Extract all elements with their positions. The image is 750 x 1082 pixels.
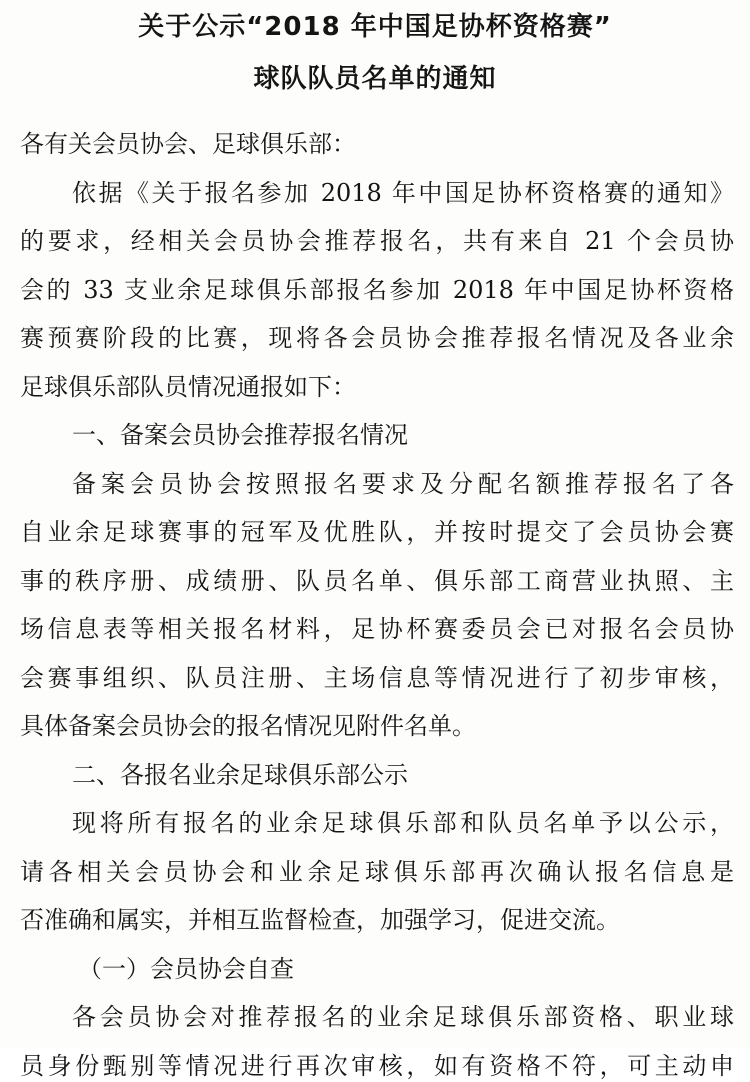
salutation: 各有关会员协会、足球俱乐部： xyxy=(20,130,356,158)
section-heading: 一、备案会员协会推荐报名情况 xyxy=(72,421,408,449)
paragraph-line: 会赛事组织、队员注册、主场信息等情况进行了初步审核， xyxy=(20,664,734,692)
paragraph-line: 各会员协会对推荐报名的业余足球俱乐部资格、职业球 xyxy=(72,1003,734,1031)
paragraph-line: 事的秩序册、成绩册、队员名单、俱乐部工商营业执照、主 xyxy=(20,567,734,595)
paragraph-line: 备案会员协会按照报名要求及分配名额推荐报名了各 xyxy=(72,470,734,498)
paragraph-line: 自业余足球赛事的冠军及优胜队，并按时提交了会员协会赛 xyxy=(20,518,734,546)
paragraph-line: 会的 33 支业余足球俱乐部报名参加 2018 年中国足协杯资格 xyxy=(20,276,734,304)
paragraph-line: 场信息表等相关报名材料，足协杯赛委员会已对报名会员协 xyxy=(20,615,734,643)
paragraph-line: 请各相关会员协会和业余足球俱乐部再次确认报名信息是 xyxy=(20,858,734,886)
subsection-heading: （一）会员协会自查 xyxy=(78,955,294,983)
document-title-line-2: 球队队员名单的通知 xyxy=(253,64,497,94)
document-title-line-1: 关于公示“2018 年中国足协杯资格赛” xyxy=(138,12,612,42)
paragraph-line: 现将所有报名的业余足球俱乐部和队员名单予以公示， xyxy=(72,809,734,837)
paragraph-line: 具体备案会员协会的报名情况见附件名单。 xyxy=(20,712,476,740)
paragraph-line: 的要求，经相关会员协会推荐报名，共有来自 21 个会员协 xyxy=(20,227,734,255)
section-heading: 二、各报名业余足球俱乐部公示 xyxy=(72,761,408,789)
paragraph-line: 足球俱乐部队员情况通报如下： xyxy=(20,373,356,401)
paragraph-line: 依据《关于报名参加 2018 年中国足协杯资格赛的通知》 xyxy=(72,179,734,207)
paragraph-line: 赛预赛阶段的比赛，现将各会员协会推荐报名情况及各业余 xyxy=(20,324,734,352)
paragraph-line: 否准确和属实，并相互监督检查，加强学习，促进交流。 xyxy=(20,906,620,934)
paragraph-line: 员身份甄别等情况进行再次审核，如有资格不符，可主动申 xyxy=(20,1052,734,1080)
